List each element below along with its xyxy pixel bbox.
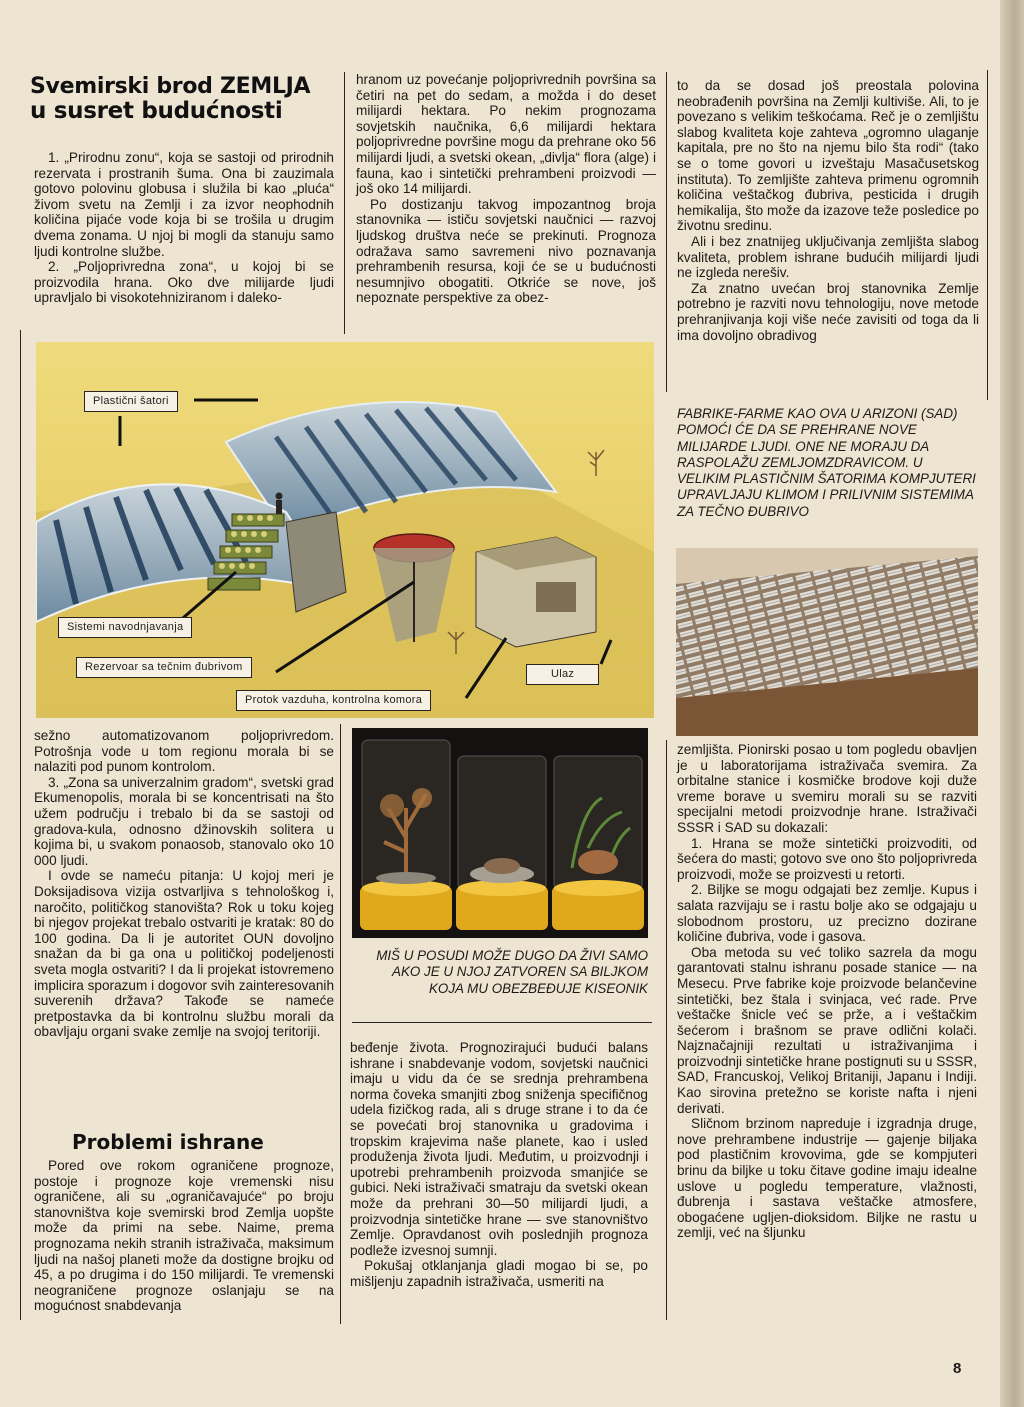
- label-irrigation-systems: Sistemi navodnjavanja: [58, 617, 192, 638]
- column-2-bottom: [350, 1040, 648, 1290]
- column-rule: [666, 740, 667, 1320]
- column-rule: [666, 72, 667, 392]
- paragraph: 1. Hrana se može sintetički proizvoditi, od šećera do masti; gotovo sve ono što poljoprivreda proizvodi, može se proizvesti u retorti.: [677, 835, 977, 882]
- column-1-top: [34, 150, 334, 306]
- article-headline: [30, 74, 336, 124]
- paragraph: 1. „Prirodnu zonu“, koja se sastoji od prirodnih rezervata i prostranih šuma. Ona bi zauzimala gotovo polovinu globusa i služila bi kao „pluća“ živom svetu na Zemlji i za izvor neophodnih količina pijaće vode koja bi se trošila u drugim dvema zonama. U njoj bi mogli da stanuju samo ljudi kontrolne službe.: [34, 150, 334, 259]
- caption-mouse-jar: MIŠ U POSUDI MOŽE DUGO DA ŽIVI SAMO AKO JE U NJOJ ZATVOREN SA BILJKOM KOJA MU OBEZBEĐUJE KISEONIK: [376, 948, 648, 996]
- paragraph: Ali i bez znatnijeg uključivanja zemljišta slabog kvaliteta, problem ishrane budućih milijardi ljudi ne izgleda nerešiv.: [677, 233, 979, 281]
- section-subhead: Problemi ishrane: [72, 1130, 264, 1154]
- paragraph: hranom uz povećanje poljoprivrednih površina sa četiri na pet do sedam, a možda i do deset milijardi hektara. Po nekim prognozama sovjetskih naučnika, 6,6 milijardi hektara poljoprivredne površine mogu da prehrane oko 56 milijardi ljudi, a svetski okean, „divlja“ flora (alge) i fauna, kao i sintetički prehrambeni proizvodi — još oko 14 milijardi.: [356, 72, 657, 197]
- paragraph: Za znatno uvećan broj stanovnika Zemlje potrebno je razviti novu tehnologiju, nove metode prehranjivanja koji više neće zavisiti od toga da li ima dovoljno obradivog: [677, 280, 979, 343]
- label-plastic-tents: Plastični šatori: [84, 391, 178, 412]
- caption-rule: [352, 1022, 652, 1023]
- label-entrance: Ulaz: [526, 664, 599, 685]
- label-airflow-control-chamber: Protok vazduha, kontrolna komora: [236, 690, 431, 711]
- jar-experiment-image: [352, 728, 648, 938]
- column-2-top: [356, 72, 656, 306]
- caption-arizona-farms: FABRIKE-FARME KAO OVA U ARIZONI (SAD) POMOĆI ĆE DA SE PREHRANE NOVE MILIJARDE LJUDI. ONE NE MORAJU DA RASPOLAŽU ZEMLJOMZDRAVICOM. U VELIKIM PLASTIČNIM ŠATORIMA KOMPJUTERI UPRAVLJAJU KLIMOM I PRILIVNIM SISTEMIMA ZA TEČNO ĐUBRIVO: [677, 406, 976, 519]
- paragraph: Pored ove rokom ograničene prognoze, postoje i prognoze koje vremenski nisu ograničene, ali su „ograničavajuće“ po broju stanovništva koje svemirski brod Zemlja uopšte može da primi na sebe. Naime, prema prognozama nekih stranih istraživača, maksimum ljudi na našoj planeti može da dostigne brojku od 45, a po drugima i do 150 milijardi. Te vremenski neograničene prognoze oslanjaju se na mogućnost snabdevanja: [34, 1158, 334, 1314]
- column-rule: [987, 70, 988, 400]
- column-rule: [20, 330, 21, 1320]
- paragraph: Sličnom brzinom napreduje i izgradnja druge, nove prehrambene industrije — gajenje biljaka pod plastičnim krovovima, gde se kompjuteri brinu da biljke u toku čitave godine imaju idealne uslove u pogledu temperature, vlažnosti, đubrenja i sastava veštačke atmosfere, obogaćene ugljen-dioksidom. Biljke ne rastu u zemlji, već na šljunku: [677, 1116, 977, 1241]
- paragraph: 3. „Zona sa univerzalnim gradom“, svetski grad Ekumenopolis, morala bi se koncentrisati na što užem području i trebalo bi da se sastoji od gradova-kula, odnosno džinovskih solitera u kojima bi, u svakom ponaosob, stanovalo oko 10 000 ljudi.: [34, 774, 334, 868]
- paragraph: to da se dosad još preostala polovina neobrađenih površina na Zemlji kultiviše. Ali, to je povezano s velikim teškoćama. Reč je o zemljištu slabog kvaliteta koje zahteva „ogromno ulaganje kapitala, pre no što na njemu bilo šta rodi“ (tako se o tome govori u izveštaju Masačusetskog instituta). To zemljište zahteva primenu ogromnih količina veštačkog đubriva, pesticida i drugih hemikalija, što može da izazove teže posledice po životnu sredinu.: [677, 78, 979, 234]
- column-3-top: [677, 78, 979, 343]
- paragraph: 2. Biljke se mogu odgajati bez zemlje. Kupus i salata razvijaju se i rastu bolje ako se odgajaju u slobodnom prostoru, uz precizno dozirane količine đubriva, vode i gasova.: [677, 882, 977, 945]
- column-rule: [340, 724, 341, 1324]
- headline-line-2: u susret budućnosti: [30, 98, 283, 124]
- column-1-middle: [34, 728, 334, 1040]
- paragraph: zemljišta. Pionirski posao u tom pogledu obavljen je u laboratorijama istraživača svemira. Za orbitalne stanice i kosmičke brodove koji duže vreme borave u svemiru morali su se razviti specijalni metodi proizvodnje hrane. Istraživači SSSR i SAD su dokazali:: [677, 742, 977, 835]
- paragraph: sežno automatizovanom poljoprivredom. Potrošnja vode u tom regionu morala bi se nalaziti pod punom kontrolom.: [34, 728, 334, 775]
- column-rule: [344, 72, 345, 334]
- paragraph: Oba metoda su već toliko sazrela da mogu garantovati stalnu ishranu posade stanice — na Mesecu. Prve fabrike koje proizvode belančevine sintetički, bez štala i svinjaca, već rade. Prve veštačke šnicle već se prže, a i veštačkim šećerom i brašnom se prave odlični kolači. Najznačajniji rezultati u istraživanjima i proizvodnji sintetičke hrane postignuti su u SSSR, SAD, Francuskoj, Velikoj Britaniji, Japanu i Indiji. Kao sirovina pretežno se koriste nafta i njeni derivati.: [677, 944, 977, 1116]
- page-gutter: [1000, 0, 1024, 1407]
- mouse-jar-photo: [352, 728, 648, 938]
- page-number: 8: [953, 1360, 962, 1377]
- column-3-bottom: [677, 742, 977, 1241]
- paragraph: Po dostizanju takvog impozantnog broja stanovnika — ističu sovjetski naučnici — razvoj ljudskog društva neće se prekinuti. Prognoza odražava samo savremeni nivo poznavanja prehrambenih resursa, koji će se u budućnosti nesumnjivo obogatiti. Otkriće se nove, još nepoznate perspektive za obez-: [356, 196, 656, 306]
- aerial-farm-image: [676, 548, 978, 736]
- paragraph: 2. „Poljoprivredna zona“, u kojoj bi se proizvodila hrana. Oko dve milijarde ljudi upravljalo bi visokotehniziranom i daleko-: [34, 259, 334, 306]
- headline-line-1: Svemirski brod ZEMLJA: [30, 74, 311, 99]
- paragraph: I ovde se nameću pitanja: U kojoj meri je Doksijadisova vizija ostvarljiva s tehnološkog i, naročito, političkog stanovišta? Rok u toku kojeg bi njegov projekat trebalo ostvariti je kratak: 80 do 100 godina. Da li je autoritet OUN dovoljno snažan da bi ga ona u političkoj podeljenosti sveta mogla ostvariti? I da li projekat istovremeno implicira sporazum i dogovor svih zainteresovanih suverenih država? Takođe se nameće pretpostavka da bi kontrolnu službu morali da obavljaju organi svake zemlje na svojoj teritoriji.: [34, 868, 334, 1040]
- aerial-farm-photo: [676, 548, 978, 736]
- greenhouse-diagram: [36, 342, 654, 718]
- paragraph: Pokušaj otklanjanja gladi mogao bi se, po mišljenju zapadnih istraživača, usmeriti na: [350, 1258, 648, 1289]
- paragraph: beđenje života. Prognozirajući budući balans ishrane i snabdevanje vodom, sovjetski naučnici imaju u vidu da će se srednja prehrambena norma čoveka smanjiti zbog sniženja specifičnog udela fizičkog rada, ali s druge strane i to da će se povećati broj stanovnika u gradovima i tropskim krajevima naše planete, kao i usled produženja života ljudi. Međutim, u proizvodnji i upotrebi prehrambenih proizvoda smanjiće se gubici. Neki istraživači smatraju da svetski okean može da prehrani 30—50 milijardi ljudi, a proizvodnja sintetičke hrane — sve stanovništvo Zemlje. Opravdanost ovih poslednjih prognoza podleže izvesnoj sumnji.: [350, 1040, 648, 1258]
- label-fertilizer-reservoir: Rezervoar sa tečnim đubrivom: [76, 657, 252, 678]
- column-1-bottom: [34, 1158, 334, 1314]
